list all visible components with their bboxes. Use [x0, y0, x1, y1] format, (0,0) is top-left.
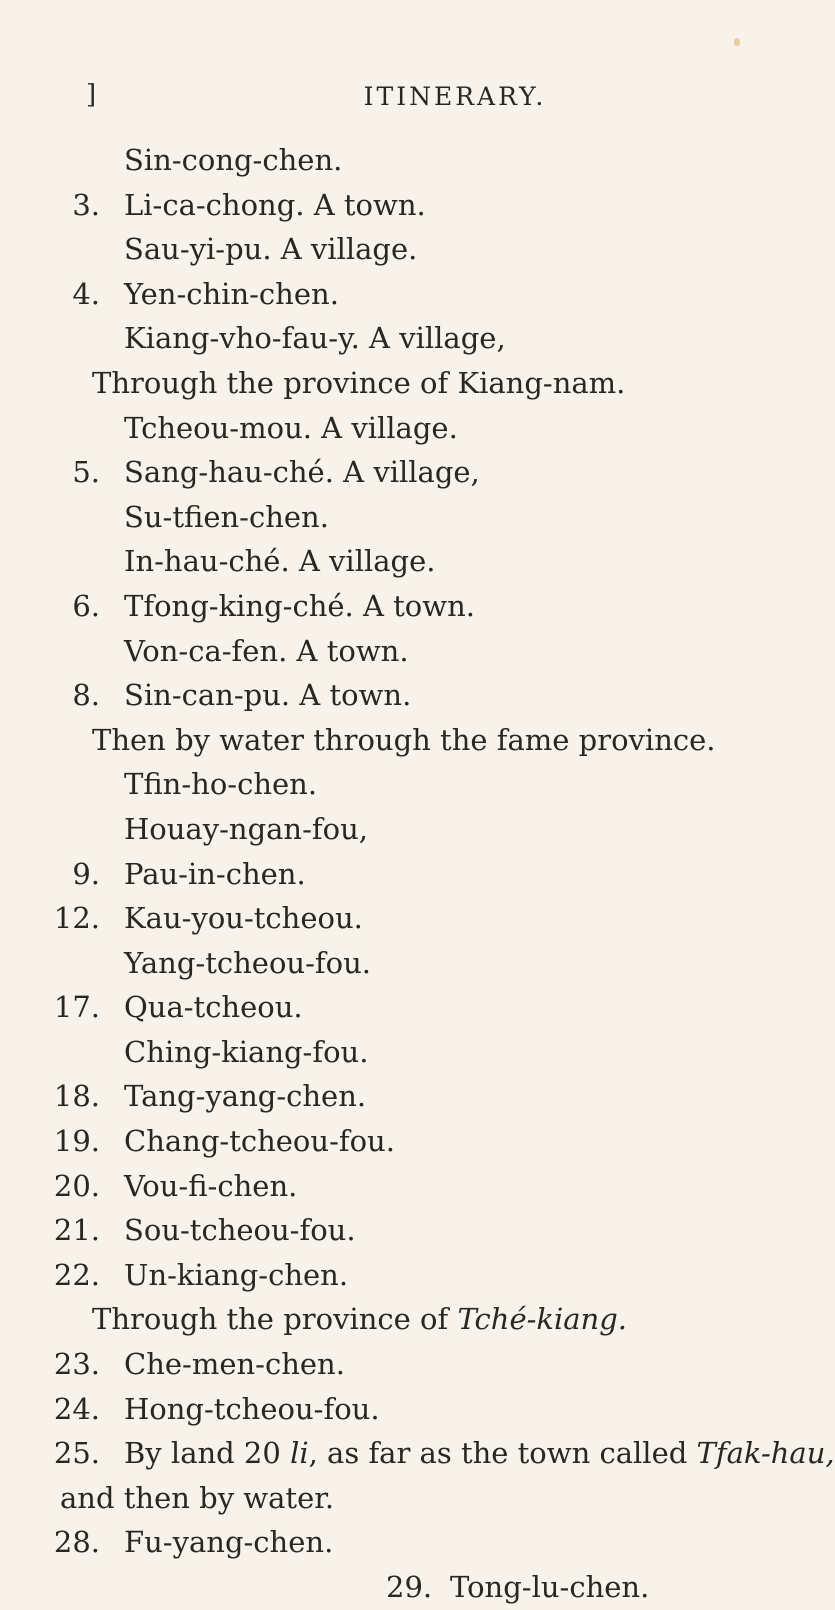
entry-text-part: Tfin-ho-chen. [124, 767, 318, 802]
entry-text [124, 762, 317, 807]
entry-text-part: Through the province of [92, 1302, 458, 1337]
entry-text-part: Pau-in-chen. [124, 856, 306, 891]
entry-text-part: Sau-yi-pu. A village. [124, 232, 418, 267]
entry-text [124, 1431, 835, 1476]
entry-text [124, 138, 342, 183]
entry-number: 6. [72, 588, 100, 623]
running-head-text: ITINERARY. [363, 82, 547, 111]
itinerary-line [0, 1208, 800, 1253]
itinerary-line [0, 539, 800, 584]
entry-text-part: and then by water. [60, 1480, 335, 1515]
entry-text [124, 539, 436, 584]
entry-text-part: Ching-kiang-fou. [124, 1034, 369, 1069]
entry-text-part: Kau-you-tcheou. [124, 901, 363, 936]
entry-text-part: Fu-yang-chen. [124, 1525, 334, 1560]
page-mark: ] [86, 80, 97, 110]
entry-text-part: Yang-tcheou-fou. [124, 945, 371, 980]
entry-text [124, 852, 306, 897]
itinerary-line [0, 941, 800, 986]
itinerary-line [0, 985, 800, 1030]
entry-number: 18. [53, 1079, 100, 1114]
entry-text-part: Sin-cong-chen. [124, 143, 343, 177]
entry-text-part: Houay-ngan-fou, [124, 811, 368, 846]
entry-number: 5. [72, 455, 100, 490]
entry-text [124, 1074, 366, 1119]
entry-number: 23. [53, 1347, 100, 1382]
entry-text-part: Qua-tcheou. [124, 990, 303, 1025]
entry-number: 8. [72, 678, 100, 713]
entry-text [124, 1387, 380, 1432]
entry-italic-part: Tfak-hau, [696, 1436, 835, 1471]
itinerary-line [0, 629, 800, 674]
section-heading [0, 718, 800, 763]
entry-text-part: In-hau-ché. A village. [124, 544, 436, 579]
entry-number: 3. [72, 187, 100, 222]
itinerary-line [0, 183, 800, 228]
entry-text-part: Vou-fi-chen. [124, 1168, 298, 1203]
entry-text-part: Tfong-king-ché. A town. [124, 588, 475, 623]
itinerary-line [0, 406, 800, 451]
itinerary-line [0, 1476, 800, 1521]
entry-number: 25. [53, 1436, 100, 1471]
entry-text [124, 673, 411, 718]
entry-number: 24. [53, 1391, 100, 1426]
entry-number: 9. [72, 856, 100, 891]
entry-text [124, 985, 303, 1030]
entry-text-part: Kiang-vho-fau-y. A village, [124, 321, 506, 356]
running-head [0, 82, 800, 111]
entry-text-part: Yen-chin-chen. [124, 276, 339, 311]
itinerary-line [0, 1074, 800, 1119]
entry-text-part: Li-ca-chong. A town. [124, 187, 426, 222]
entry-italic-part: Tché-kiang. [457, 1302, 628, 1337]
itinerary-line [0, 272, 800, 317]
itinerary-line [0, 1342, 800, 1387]
entry-text [124, 227, 417, 272]
entry-number: 28. [53, 1525, 100, 1560]
entry-text [124, 1030, 368, 1075]
entry-text [124, 272, 339, 317]
entry-text [124, 1342, 345, 1387]
itinerary-line [0, 1164, 800, 1209]
entry-text [92, 1297, 627, 1342]
entry-number: 19. [53, 1124, 100, 1159]
itinerary-line [0, 1520, 800, 1565]
entry-text-part: By land 20 [124, 1436, 291, 1471]
entry-text-part: Che-men-chen. [124, 1347, 345, 1382]
itinerary-line [0, 1431, 835, 1476]
entry-text [124, 316, 506, 361]
entry-text-part: Tong-lu-chen. [450, 1570, 650, 1604]
entry-text [124, 896, 363, 941]
itinerary-line [0, 673, 800, 718]
itinerary-line [0, 1030, 800, 1075]
itinerary-line [0, 316, 800, 361]
entry-text-part: Tcheou-mou. A village. [124, 410, 458, 445]
entry-number: 17. [53, 990, 100, 1025]
section-heading [0, 1297, 800, 1342]
itinerary-line [0, 584, 800, 629]
entry-text [124, 495, 329, 540]
entry-text-part: Su-tfien-chen. [124, 499, 329, 534]
itinerary-line [0, 495, 800, 540]
entry-text-part: Un-kiang-chen. [124, 1257, 349, 1292]
entry-text-part: Through the province of Kiang-nam. [92, 365, 626, 400]
paper-stain [734, 38, 740, 46]
entry-text [124, 450, 480, 495]
entry-text [124, 629, 409, 674]
entry-number: 21. [53, 1213, 100, 1248]
entry-text [124, 1253, 348, 1298]
entry-italic-part: li [290, 1436, 309, 1471]
entry-text [124, 807, 368, 852]
entry-text-part: Sin-can-pu. A town. [124, 678, 412, 713]
itinerary-line [0, 1387, 800, 1432]
entry-text [124, 1208, 356, 1253]
entry-number: 12. [53, 901, 100, 936]
entry-text [92, 718, 716, 763]
itinerary-line [0, 852, 800, 897]
itinerary-line [0, 762, 800, 807]
itinerary-line [0, 896, 800, 941]
entry-number: 20. [53, 1168, 100, 1203]
entry-text [124, 183, 426, 228]
entry-text [60, 1476, 334, 1521]
entry-text [124, 941, 371, 986]
itinerary-line [0, 138, 800, 183]
entry-text-part: Hong-tcheou-fou. [124, 1391, 380, 1426]
itinerary-line [0, 1253, 800, 1298]
itinerary-line [0, 450, 800, 495]
entry-text-part: Sou-tcheou-fou. [124, 1213, 356, 1248]
itinerary-line: 29. Tong-lu-chen. [0, 1565, 800, 1610]
itinerary-line [0, 807, 800, 852]
entry-text [124, 1119, 395, 1164]
entry-text-part: Sang-hau-ché. A village, [124, 455, 480, 490]
entry-text [92, 361, 625, 406]
itinerary-line [0, 227, 800, 272]
entry-number: 4. [72, 276, 100, 311]
entry-text [124, 584, 475, 629]
entry-text [450, 1565, 649, 1610]
entry-text-part: , as far as the town called [308, 1436, 697, 1471]
entry-text-part: Chang-tcheou-fou. [124, 1124, 395, 1159]
entry-text [124, 406, 458, 451]
entry-text-part: Von-ca-fen. A town. [124, 633, 409, 668]
entry-text [124, 1520, 333, 1565]
itinerary-line [0, 1119, 800, 1164]
entry-text-part: Tang-yang-chen. [124, 1079, 367, 1114]
entry-text [124, 1164, 297, 1209]
itinerary-list [0, 138, 835, 1610]
entry-number: 22. [53, 1257, 100, 1292]
entry-text-part: Then by water through the fame province. [92, 722, 716, 757]
section-heading [0, 361, 800, 406]
